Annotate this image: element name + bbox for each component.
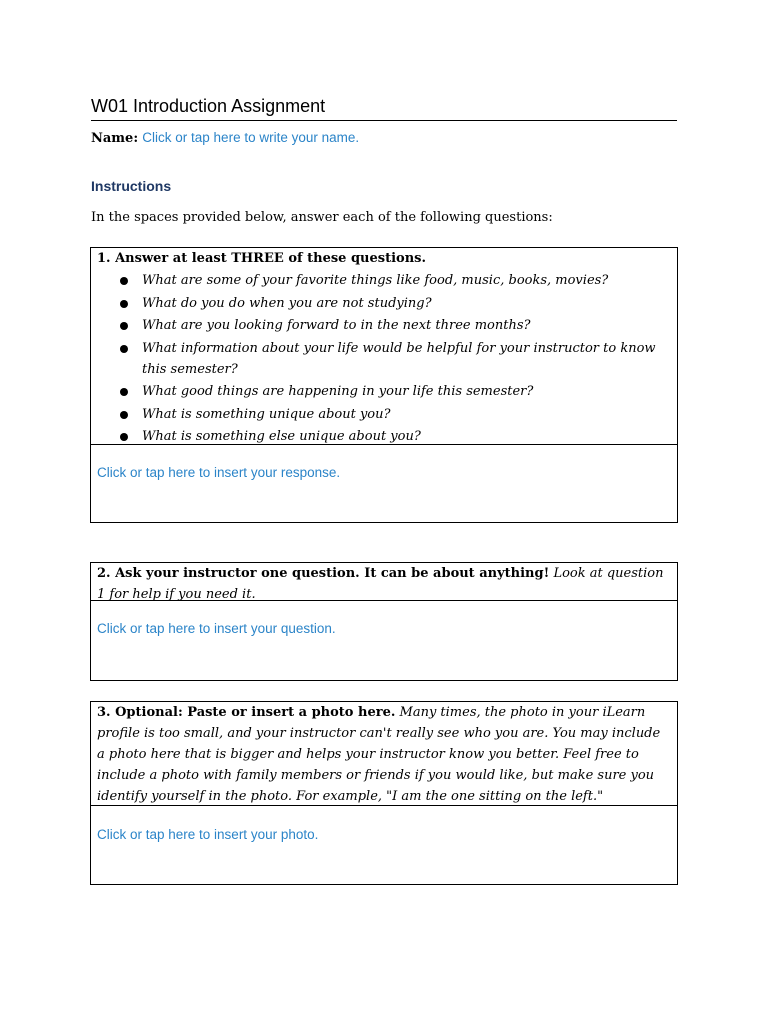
question-3-photo-field[interactable]: Click or tap here to insert your photo. <box>97 827 319 842</box>
bullet-icon <box>120 433 128 441</box>
question-3-box <box>90 701 678 885</box>
name-line <box>91 128 359 149</box>
list-item: What information about your life would be helpful for your instructor to know this semester? <box>97 338 671 380</box>
list-item: What do you do when you are not studying? <box>97 293 671 314</box>
question-3-title: 3. Optional: Paste or insert a photo here. <box>97 705 396 720</box>
name-label: Name: <box>91 131 139 146</box>
question-1-list <box>97 270 671 447</box>
question-1-title: 1. Answer at least THREE of these questions. <box>97 251 427 266</box>
document-title: W01 Introduction Assignment <box>91 94 677 121</box>
bullet-icon <box>120 345 128 353</box>
bullet-icon <box>120 277 128 285</box>
list-item: What are some of your favorite things like food, music, books, movies? <box>97 270 671 291</box>
instructions-heading: Instructions <box>91 178 172 194</box>
name-input[interactable]: Click or tap here to write your name. <box>142 130 360 145</box>
question-2-response-field[interactable]: Click or tap here to insert your question. <box>97 621 336 636</box>
question-1-prompt <box>91 248 677 445</box>
question-2-box <box>90 562 678 681</box>
list-item: What is something unique about you? <box>97 404 671 425</box>
question-1-response-field[interactable]: Click or tap here to insert your response. <box>97 465 341 480</box>
list-item: What good things are happening in your life this semester? <box>97 381 671 402</box>
list-item: What are you looking forward to in the next three months? <box>97 315 671 336</box>
bullet-icon <box>120 322 128 330</box>
question-3-hint: Many times, the photo in your iLearn profile is too small, and your instructor can't really see who you are. You may include a photo here that is bigger and helps your instructor know you better. Feel free to include a photo with family members or friends if you would like, but make sure you identify yourself in the photo. For example, "I am the one sitting on the left." <box>97 705 661 804</box>
instructions-text: In the spaces provided below, answer each of the following questions: <box>91 210 553 225</box>
bullet-icon <box>120 300 128 308</box>
bullet-icon <box>120 411 128 419</box>
question-2-prompt <box>91 563 677 601</box>
question-2-title: 2. Ask your instructor one question. It can be about anything! <box>97 566 550 581</box>
question-3-prompt <box>91 702 677 806</box>
list-item: What is something else unique about you? <box>97 426 671 447</box>
question-2-hint: Look at question 1 for help if you need it. <box>97 566 664 602</box>
bullet-icon <box>120 388 128 396</box>
question-1-box <box>90 247 678 523</box>
